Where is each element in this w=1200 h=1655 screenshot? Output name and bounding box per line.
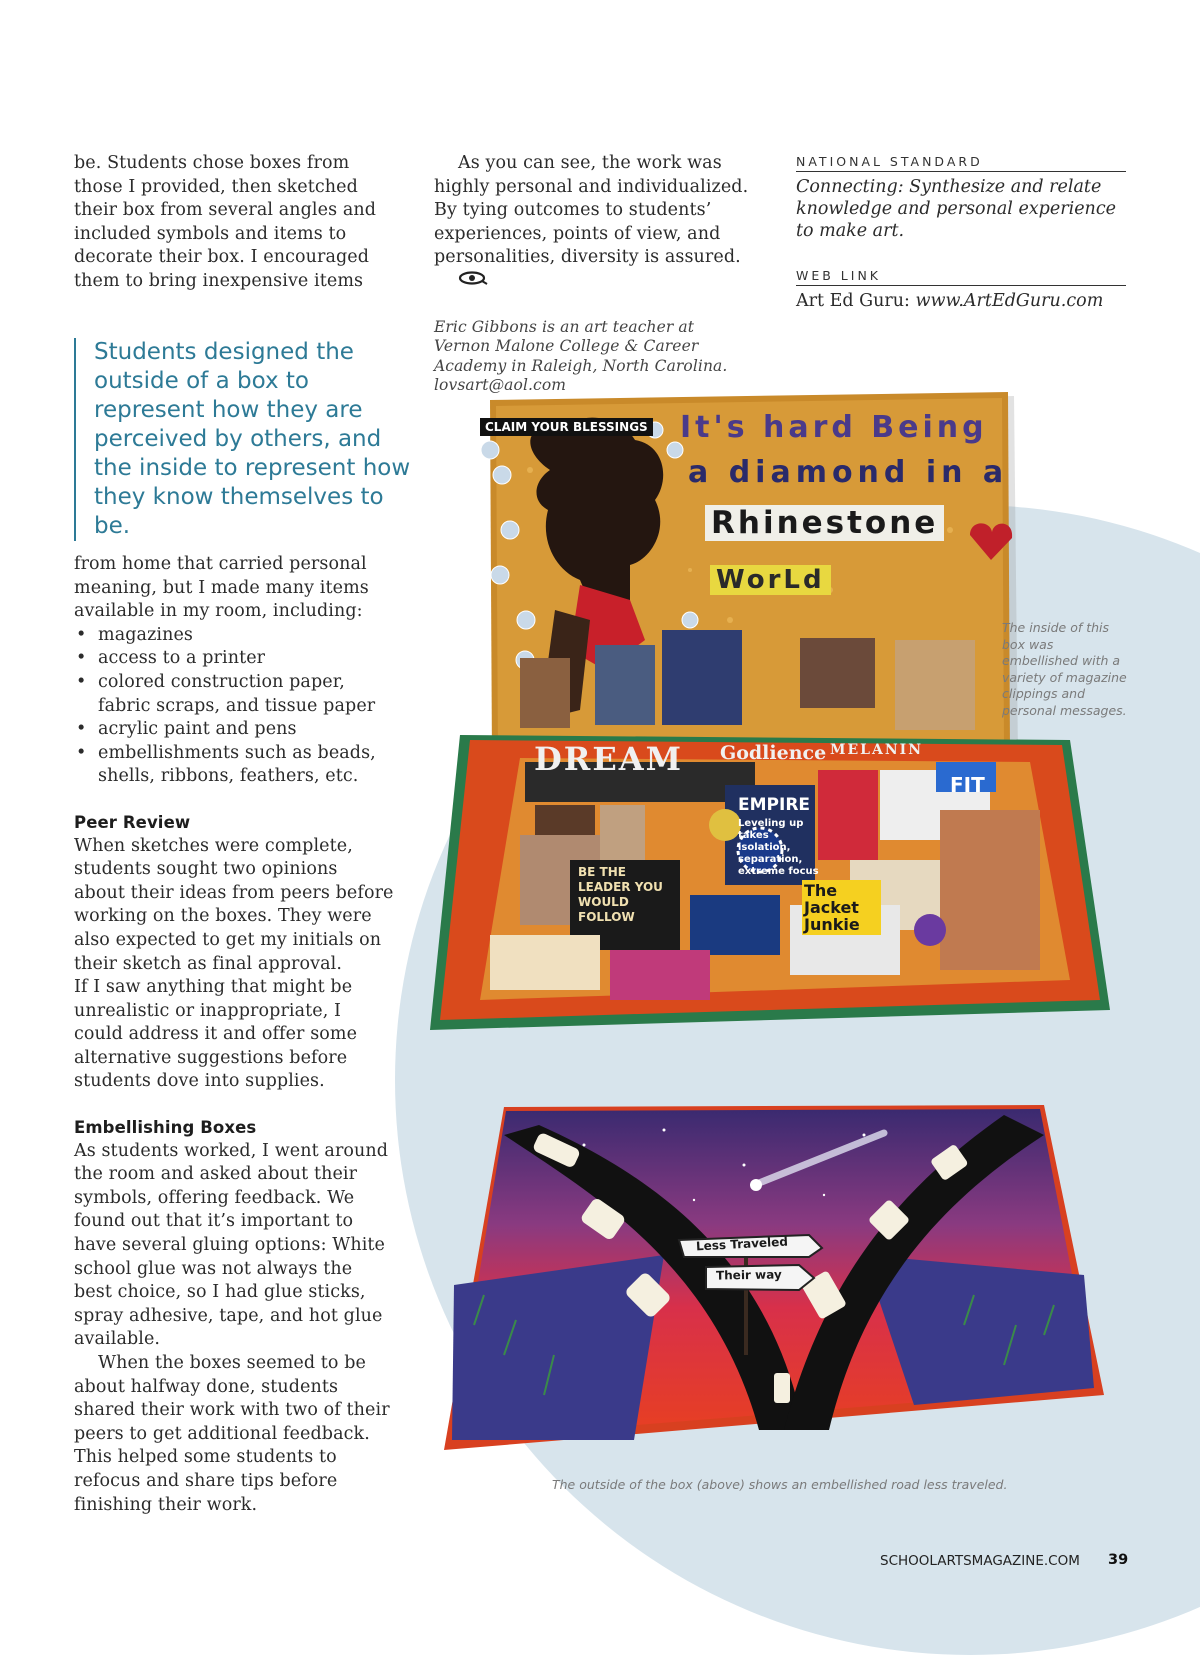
right-column [796,154,1126,312]
paragraph: If I saw anything that might be unrealistic or inappropriate, I could address it and offer some alternative suggestions before students dove into supplies. [74,977,358,1092]
collage-godlience: Godlience [720,742,827,764]
list-item: • magazines [74,624,394,648]
inside-caption: The inside of this box was embellished with a variety of magazine clippings and personal messages. [1002,620,1127,718]
list-item: • acrylic paint and pens [74,718,394,742]
collage-text-line2: a diamond in a [688,455,1009,490]
collage-leveling: Leveling up takes isolation, separation, extreme focus [738,818,819,877]
collage-melanin: MELANIN [830,742,924,758]
national-standard-label: NATIONAL STANDARD [796,154,1126,172]
list-item: • access to a printer [74,647,394,671]
collage-text-line3: Rhinestone [705,505,944,541]
collage-dream: DREAM [534,740,683,778]
supplies-list [74,624,394,789]
collage-empire: EMPIRE [738,795,811,815]
outside-caption: The outside of the box (above) shows an embellished road less traveled. [552,1477,1008,1492]
inside-box-artwork [430,390,1130,1080]
paragraph: be. Students chose boxes from those I provided, then sketched their box from several angles and included symbols and items to decorate their box. I encouraged them to bring inexpensive items [74,153,377,291]
collage-fit: FIT [950,773,985,797]
left-column-top [74,152,394,294]
collage-leader: BE THE LEADER YOU WOULD FOLLOW [578,865,663,924]
collage-jacket: The Jacket Junkie [802,880,881,935]
collage-text-line4: WorLd [710,565,831,595]
collage-text-line1: It's hard Being [680,410,988,445]
left-column-bottom [74,553,394,1517]
eye-end-mark-icon [434,270,488,294]
footer-site[interactable]: SCHOOLARTSMAGAZINE.COM [880,1553,1080,1569]
paragraph: When sketches were complete, students sought two opinions about their ideas from peers before working on the boxes. They were also expected to get my initials on their sketch as final approval. [74,835,394,974]
paragraph: As students worked, I went around the room and asked about their symbols, offering feedback. We found out that it’s important to have several gluing options: White school glue was not always the best choice, so I had glue sticks, spray adhesive, tape, and hot glue available. [74,1140,389,1350]
road-sign-bottom: Their way [715,1267,782,1283]
national-standard-text: Connecting: Synthesize and relate knowledge and personal experience to make art. [796,177,1116,241]
road-sign-top: Less Traveled [695,1234,789,1254]
page-number: 39 [1108,1552,1129,1568]
author-bio: Eric Gibbons is an art teacher at Vernon Malone College & Career Academy in Raleigh, North Carolina. lovsart@aol.com [434,317,728,395]
section-heading: Embellishing Boxes [74,1118,257,1138]
inside-box-illustration [430,390,1130,1080]
paragraph: When the boxes seemed to be about halfway done, students shared their work with two of their peers to get additional feedback. This helped some students to refocus and share tips before finishing their work. [74,1353,390,1515]
section-heading: Peer Review [74,812,191,832]
paragraph [434,152,752,294]
web-link-name: Art Ed Guru: [796,291,916,311]
web-link[interactable] [796,290,1126,312]
web-link-url[interactable]: www.ArtEdGuru.com [915,291,1104,311]
outside-box-artwork [444,1105,1114,1450]
paragraph: from home that carried personal meaning, but I made many items available in my room, including: [74,554,369,622]
middle-column [434,152,752,396]
list-item: • colored construction paper, fabric scraps, and tissue paper [74,671,394,718]
web-link-label: WEB LINK [796,268,1126,286]
collage-label: CLAIM YOUR BLESSINGS [480,418,653,436]
list-item: • embellishments such as beads, shells, ribbons, feathers, etc. [74,742,394,789]
pull-quote: Students designed the outside of a box to represent how they are perceived by others, and the inside to represent how they know themselves to be. [74,338,424,541]
paragraph-text: As you can see, the work was highly personal and individualized. By tying outcomes to students’ experiences, points of view, and personalities, diversity is assured. [434,153,749,268]
